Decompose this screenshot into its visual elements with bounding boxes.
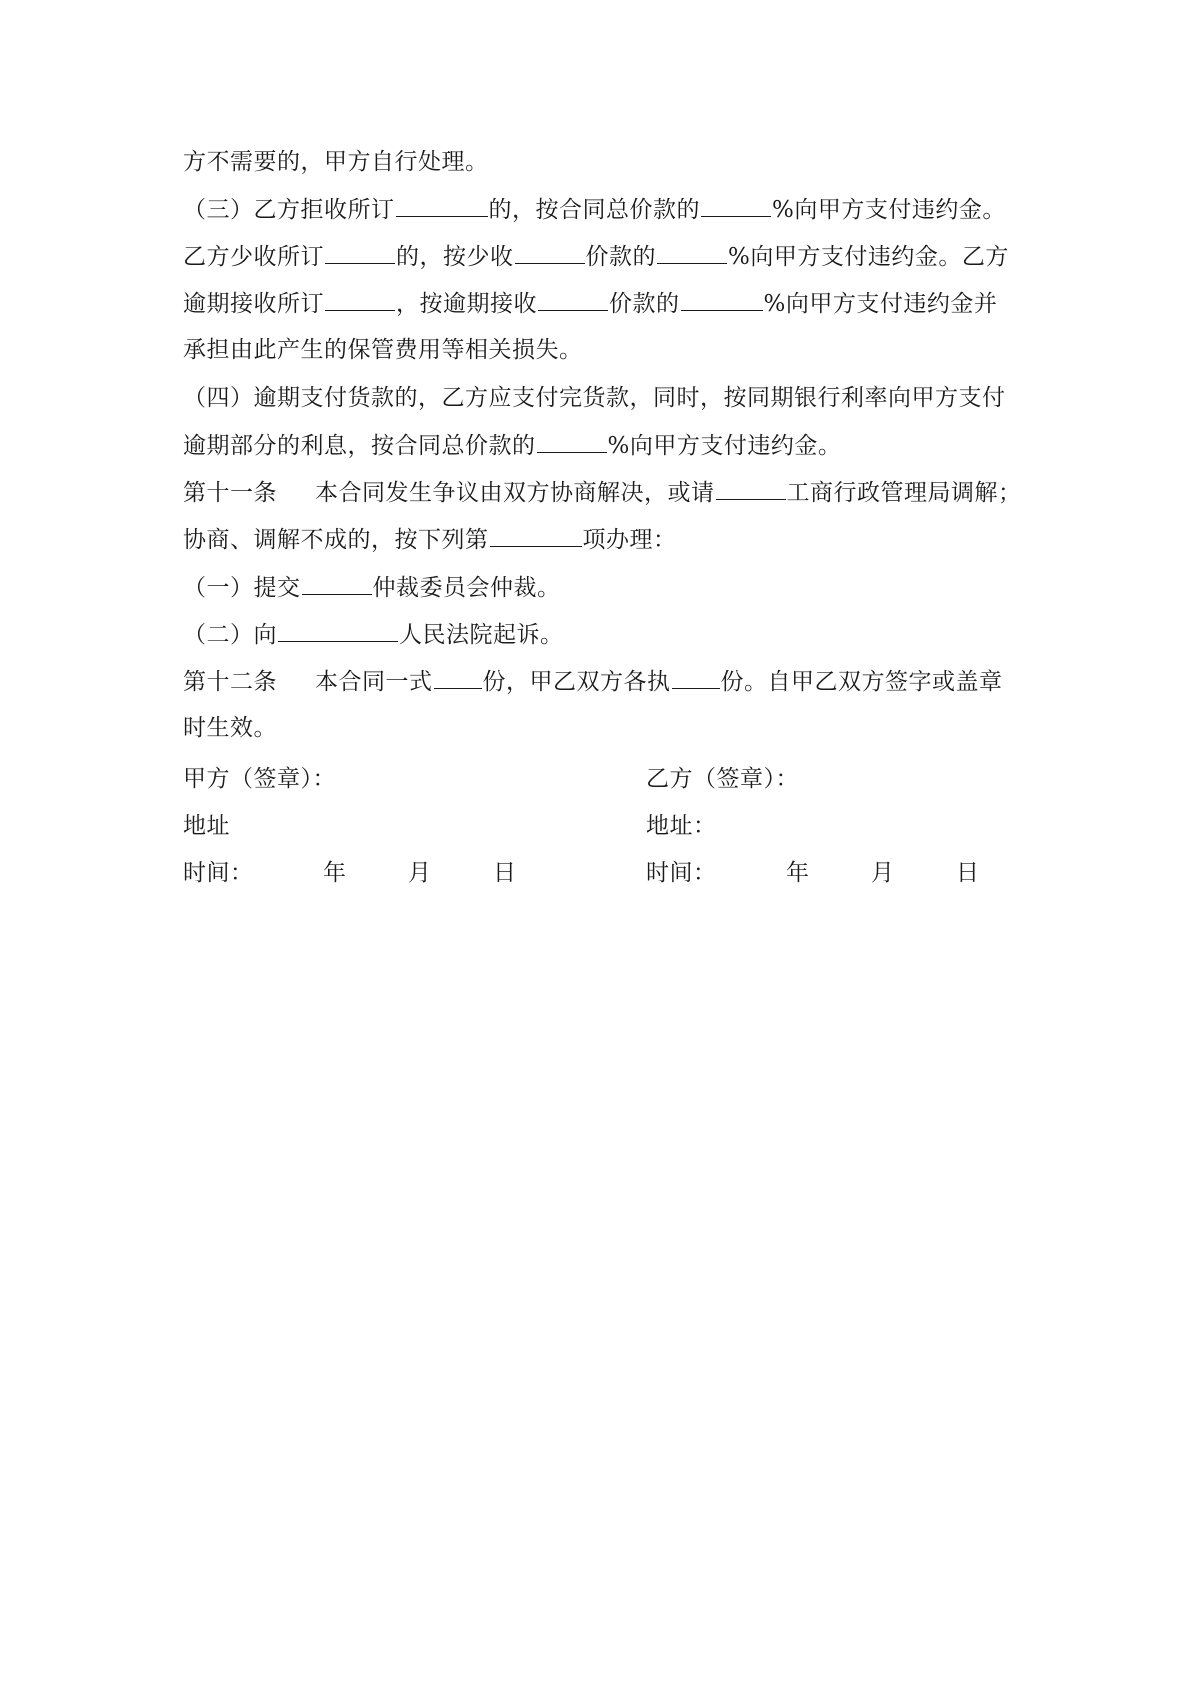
text-line [183, 430, 841, 461]
text-segment: %向甲方支付违约金。乙方 [728, 244, 1009, 270]
text-segment: 人民法院起诉。 [399, 622, 564, 648]
party-b-sign-label: 乙方（签章）： [646, 766, 799, 792]
article-number: 第十一条 [183, 480, 277, 506]
time-label: 时间： [646, 860, 717, 886]
fill-blank[interactable] [681, 288, 763, 311]
text-segment: （四）逾期支付货款的，乙方应支付完货款，同时，按同期银行利率向甲方支付 [183, 385, 1006, 411]
text-segment: 本合同发生争议由双方协商解决，或请 [315, 480, 715, 506]
text-segment: 方不需要的，甲方自行处理。 [183, 149, 489, 175]
text-segment: 的，按合同总价款的 [488, 197, 700, 223]
text-line [183, 147, 489, 177]
text-line [183, 477, 1022, 508]
party-b-address [646, 811, 717, 841]
text-segment: （三）乙方拒收所订 [183, 197, 395, 223]
party-b-date [646, 858, 980, 888]
text-line [183, 288, 997, 319]
text-segment: 的，按少收 [396, 244, 514, 270]
text-line [183, 194, 1006, 225]
text-segment: 工商行政管理局调解； [786, 480, 1022, 506]
year-label: 年 [323, 860, 347, 886]
fill-blank[interactable] [716, 477, 786, 500]
text-segment: 逾期接收所订 [183, 291, 324, 317]
text-segment: %向甲方支付违约金。 [607, 433, 842, 459]
text-line [183, 572, 561, 603]
day-label: 日 [956, 860, 980, 886]
text-line [183, 383, 1006, 413]
party-b-signature [646, 764, 799, 794]
text-segment: 价款的 [609, 291, 680, 317]
fill-blank[interactable] [396, 194, 488, 217]
fill-blank[interactable] [325, 288, 395, 311]
text-segment: 逾期部分的利息，按合同总价款的 [183, 433, 536, 459]
text-segment: %向甲方支付违约金。 [772, 197, 1006, 223]
party-a-sign-label: 甲方（签章）： [183, 766, 336, 792]
year-label: 年 [786, 860, 810, 886]
text-segment: 份，甲乙双方各执 [482, 669, 671, 695]
text-segment: ，按逾期接收 [396, 291, 537, 317]
text-segment: （一）提交 [183, 575, 301, 601]
party-a-signature [183, 764, 336, 794]
text-line [183, 619, 564, 650]
fill-blank[interactable] [657, 241, 727, 264]
text-segment: （二）向 [183, 622, 277, 648]
party-a-address [183, 811, 230, 841]
fill-blank[interactable] [538, 288, 608, 311]
month-label: 月 [408, 860, 432, 886]
text-segment: 协商、调解不成的，按下列第 [183, 527, 489, 553]
text-line [183, 335, 583, 365]
fill-blank[interactable] [278, 619, 398, 642]
text-segment: 本合同一式 [315, 669, 433, 695]
fill-blank[interactable] [672, 666, 720, 689]
party-b-address-label: 地址： [646, 813, 717, 839]
text-segment: 价款的 [585, 244, 656, 270]
fill-blank[interactable] [302, 572, 372, 595]
fill-blank[interactable] [325, 241, 395, 264]
fill-blank[interactable] [515, 241, 585, 264]
text-line [183, 713, 277, 743]
text-segment: 承担由此产生的保管费用等相关损失。 [183, 337, 583, 363]
time-label: 时间： [183, 860, 254, 886]
text-segment: 项办理： [582, 527, 677, 553]
text-segment: 仲裁委员会仲裁。 [372, 575, 561, 601]
fill-blank[interactable] [434, 666, 482, 689]
fill-blank[interactable] [490, 524, 582, 547]
party-a-date [183, 858, 517, 888]
party-a-address-label: 地址 [183, 813, 230, 839]
text-segment: 时生效。 [183, 715, 277, 741]
text-line [183, 666, 1003, 697]
text-segment: %向甲方支付违约金并 [763, 291, 998, 317]
text-segment: 份。自甲乙双方签字或盖章 [720, 669, 1003, 695]
text-line [183, 241, 1009, 272]
article-number: 第十二条 [183, 669, 277, 695]
text-segment: 乙方少收所订 [183, 244, 324, 270]
fill-blank[interactable] [537, 430, 607, 453]
month-label: 月 [871, 860, 895, 886]
fill-blank[interactable] [701, 194, 771, 217]
day-label: 日 [493, 860, 517, 886]
text-line [183, 524, 677, 555]
